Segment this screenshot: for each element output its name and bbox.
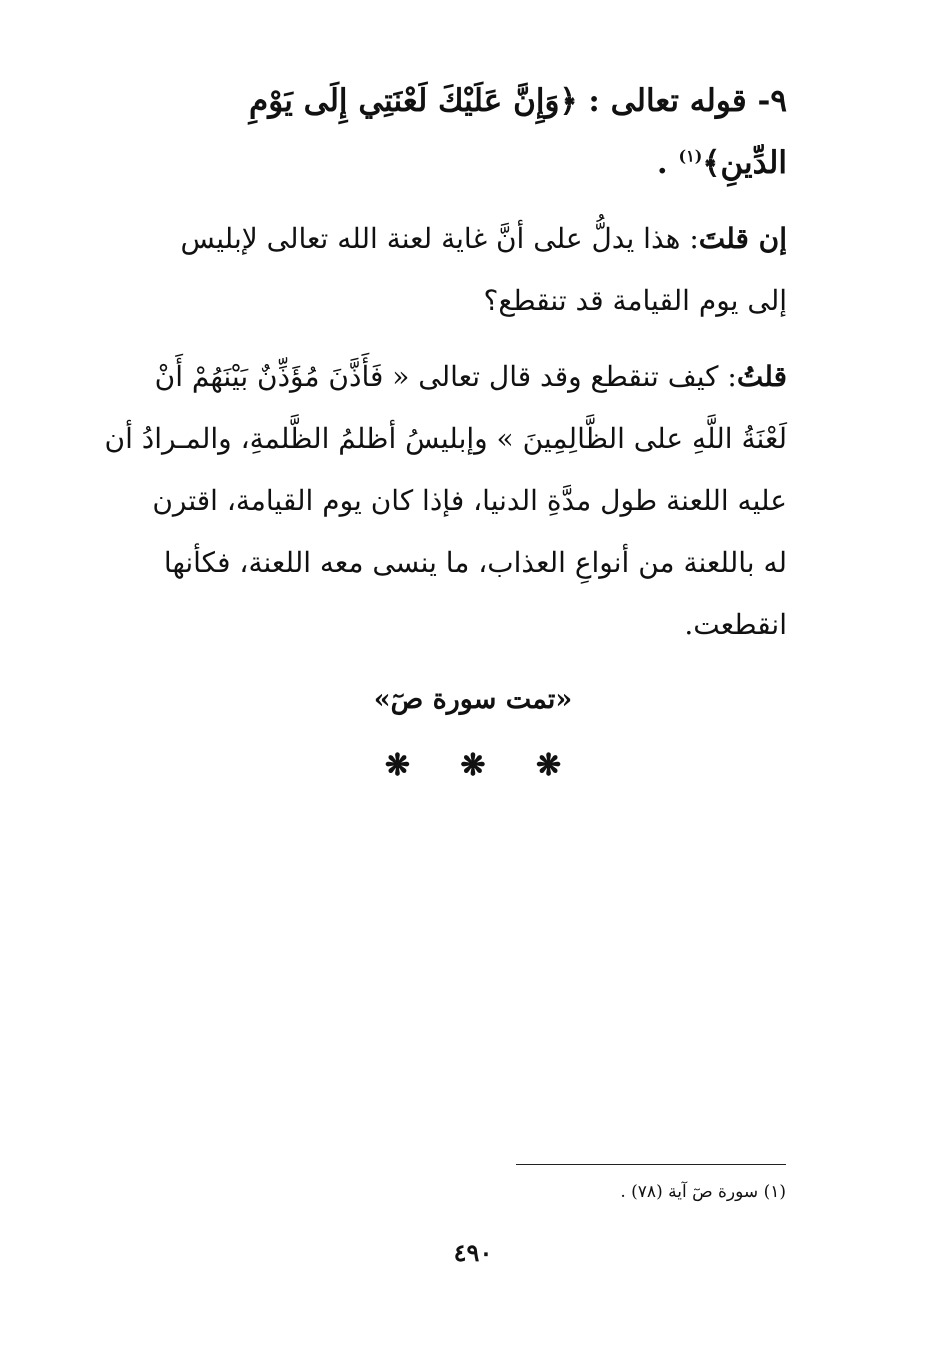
verse-end: . [656,145,668,181]
footnote: (١) سورة صٓ آية (٧٨) . [620,1182,786,1202]
verse-line-2 [135,132,787,194]
answer-line-4 [135,532,787,594]
verse-number: ٩- [757,83,787,119]
footnote-reference: (١) [678,146,703,166]
verse-intro: قوله تعالى [610,83,747,119]
answer-text-3: عليه اللعنة طول مدَّةِ الدنيا، فإذا كان يوم القيامة، اقترن [152,484,787,517]
surah-end-title: «تمت سورة صٓ» [373,684,573,715]
quran-text-line-2: الدِّينِ﴾ [702,145,787,181]
answer-line-1 [135,346,787,408]
question-text-1: : هذا يدلُّ على أنَّ غاية لعنة الله تعالى لإبليس [180,222,699,255]
answer-line-5 [135,594,787,656]
question-text-2: إلى يوم القيامة قد تنقطع؟ [483,284,787,317]
star-ornament-icon: ❋ [536,748,562,783]
quran-text-line-1: ﴿وَإِنَّ عَلَيْكَ لَعْنَتِي إِلَى يَوْمِ [249,83,578,119]
question-line-2 [135,270,787,332]
answer-line-2 [104,408,787,470]
verse-colon: : [588,83,600,119]
separator-stars [0,748,946,783]
answer-label: قلتُ [736,360,787,393]
star-ornament-icon: ❋ [384,748,410,783]
question-label: إن قلتَ [698,222,787,255]
verse-line-1 [135,70,787,132]
answer-line-3 [135,470,787,532]
question-line-1 [135,208,787,270]
answer-text-1: : كيف تنقطع وقد قال تعالى « فَأَذَّنَ مُؤَذِّنٌ بَيْنَهُمْ أَنْ [154,360,737,393]
footnote-divider [516,1164,786,1165]
main-text [104,70,787,656]
answer-text-4: له باللعنة من أنواعِ العذاب، ما ينسى معه اللعنة، فكأنها [163,546,787,579]
answer-text-2: لَعْنَةُ اللَّهِ على الظَّالِمِينَ » وإبليسُ أظلمُ الظَّلمةِ، والمـرادُ أن [104,422,787,455]
page-number: ٤٩٠ [453,1238,493,1267]
answer-text-5: انقطعت. [684,608,787,641]
star-ornament-icon: ❋ [460,748,486,783]
